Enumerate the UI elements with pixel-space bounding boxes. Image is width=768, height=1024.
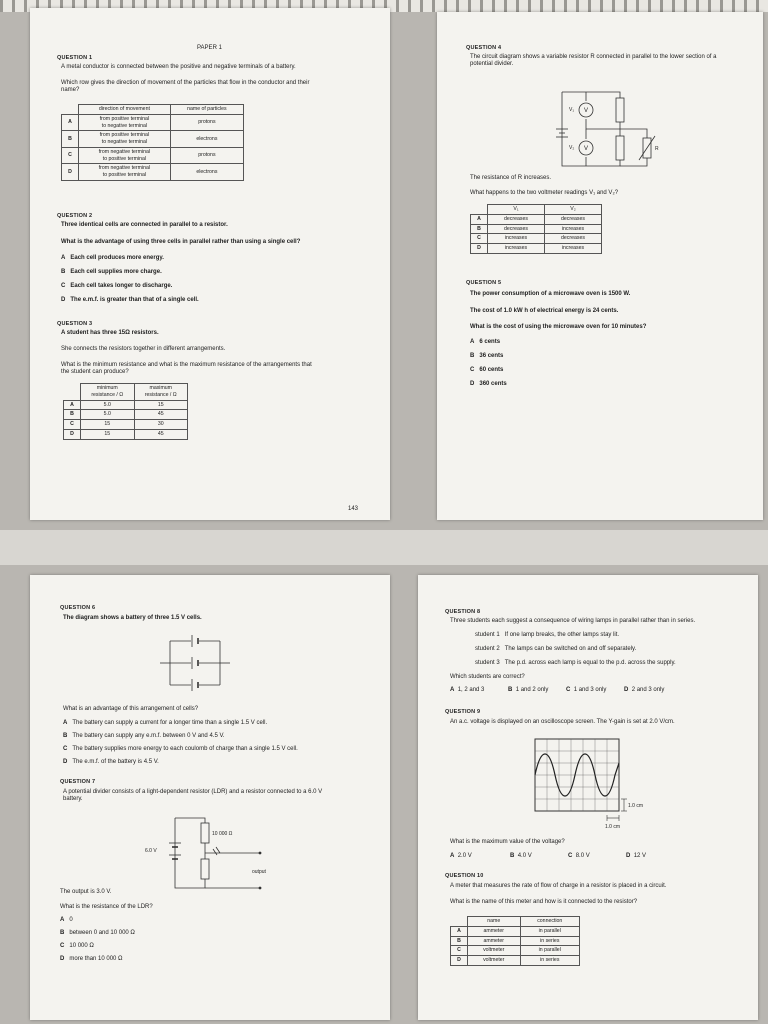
q7-option-c[interactable] <box>60 943 94 951</box>
q4-col-v1: V₁ <box>488 205 545 215</box>
q9-option-b[interactable] <box>510 853 532 861</box>
option-key: B <box>61 269 66 275</box>
option-text: 2.0 V <box>457 853 472 859</box>
option-key: A <box>61 255 66 261</box>
q5-option-b[interactable] <box>470 353 503 361</box>
cell-direction-cont: to negative terminal <box>101 122 148 129</box>
option-key: B <box>63 733 68 739</box>
q10-col-name: name <box>468 917 521 927</box>
option-key: D <box>61 297 66 303</box>
table-row <box>62 114 244 131</box>
q5-stem-2: The cost of 1.0 kW h of electrical energy is 24 cents. <box>470 308 619 314</box>
q4-table <box>470 204 602 254</box>
q7-option-a[interactable] <box>60 917 73 925</box>
option-text: The battery supplies more energy to each coulomb of charge than a single 1.5 V cell. <box>72 746 298 752</box>
page-1 <box>30 8 390 520</box>
q8-option-b[interactable] <box>508 687 548 695</box>
q9-option-d[interactable] <box>626 853 646 861</box>
table-row <box>451 926 580 936</box>
q3-col-max: maximum <box>149 385 172 391</box>
q6-heading: QUESTION 6 <box>60 605 96 611</box>
q8-heading: QUESTION 8 <box>445 609 481 615</box>
cell-direction: from negative terminal <box>98 165 151 172</box>
table-row <box>451 946 580 956</box>
option-key: C <box>60 943 65 949</box>
cell-particle: electrons <box>170 164 243 181</box>
option-text: 2 and 3 only <box>631 687 665 693</box>
table-header-row <box>64 384 188 401</box>
q4-question: What happens to the two voltmeter readings V₁ and V₂? <box>470 190 619 196</box>
row-key: D <box>451 956 468 966</box>
q6-option-a[interactable] <box>63 720 267 728</box>
q10-heading: QUESTION 10 <box>445 873 484 879</box>
table-header-row <box>62 105 244 115</box>
q1-heading: QUESTION 1 <box>57 55 93 61</box>
option-text: 360 cents <box>479 381 507 387</box>
option-text: Each cell supplies more charge. <box>70 269 162 275</box>
table-row <box>64 429 188 439</box>
row-key: D <box>62 164 79 181</box>
q2-stem: Three identical cells are connected in parallel to a resistor. <box>61 222 228 228</box>
q3-col-min-unit: resistance / Ω <box>91 391 124 398</box>
option-text: Each cell takes longer to discharge. <box>70 283 173 289</box>
option-key: C <box>61 283 66 289</box>
option-text: The battery can supply any e.m.f. between 0 V and 4.5 V. <box>72 733 225 739</box>
option-text: 8.0 V <box>575 853 590 859</box>
option-key: D <box>60 956 65 962</box>
q10-col-connection: connection <box>520 917 579 927</box>
option-text: 60 cents <box>479 367 504 373</box>
option-key: B <box>60 930 65 936</box>
table-row <box>64 400 188 410</box>
student-name: student 2 <box>475 646 500 652</box>
q4-heading: QUESTION 4 <box>466 45 502 51</box>
cell-min: 5.0 <box>81 400 135 410</box>
option-key: A <box>63 720 68 726</box>
q7-stem: A potential divider consists of a light-dependent resistor (LDR) and a resistor connected to a 6.0 V <box>63 789 323 795</box>
row-key: A <box>451 926 468 936</box>
table-header-row <box>471 205 602 215</box>
cell-particle: electrons <box>170 131 243 148</box>
option-text: 1 and 2 only <box>515 687 549 693</box>
q8-student-2 <box>475 646 636 654</box>
cell-connection: in parallel <box>520 926 579 936</box>
table-row <box>451 936 580 946</box>
option-text: The e.m.f. is greater than that of a single cell. <box>70 297 199 303</box>
q7-question: What is the resistance of the LDR? <box>60 904 153 910</box>
option-key: C <box>568 853 573 859</box>
q6-question: What is an advantage of this arrangement of cells? <box>63 706 199 712</box>
row-key: C <box>451 946 468 956</box>
option-text: The e.m.f. of the battery is 4.5 V. <box>72 759 159 765</box>
q4-stem: The circuit diagram shows a variable resistor R connected in parallel to the lower section of a <box>470 54 717 60</box>
cell-meter-name: voltmeter <box>468 946 521 956</box>
cell-v1: decreases <box>488 224 545 234</box>
option-text: 0 <box>69 917 73 923</box>
q3-col-max-unit: resistance / Ω <box>144 391 177 398</box>
cell-max: 45 <box>134 429 188 439</box>
page-4 <box>418 575 758 1020</box>
resistor-label: 10 000 Ω <box>212 831 233 837</box>
q8-student-1 <box>475 632 619 640</box>
row-key: C <box>62 147 79 164</box>
q4-statement: The resistance of R increases. <box>470 175 552 181</box>
cell-v1: increases <box>488 234 545 244</box>
option-text: 4.0 V <box>517 853 532 859</box>
row-key: A <box>64 400 81 410</box>
table-row <box>62 131 244 148</box>
q1-col-particles: name of particles <box>170 105 243 115</box>
cell-direction: from positive terminal <box>99 115 150 122</box>
cell-max: 15 <box>134 400 188 410</box>
option-text: 10 000 Ω <box>69 943 94 949</box>
q7-potential-divider-diagram <box>140 813 290 893</box>
row-key: B <box>64 410 81 420</box>
row-key: B <box>62 131 79 148</box>
q6-stem: The diagram shows a battery of three 1.5 V cells. <box>63 615 202 621</box>
q10-table <box>450 916 580 966</box>
q9-stem: An a.c. voltage is displayed on an oscilloscope screen. The Y-gain is set at 2.0 V/cm. <box>450 719 675 725</box>
cell-direction: from positive terminal <box>99 132 150 139</box>
cell-direction: from negative terminal <box>98 148 151 155</box>
cell-direction-cont: to positive terminal <box>102 155 147 162</box>
page-2 <box>437 12 763 520</box>
cell-particle: protons <box>170 147 243 164</box>
cell-meter-name: voltmeter <box>468 956 521 966</box>
table-row <box>64 410 188 420</box>
row-key: D <box>64 429 81 439</box>
q1-col-direction: direction of movement <box>79 105 171 115</box>
q5-option-d[interactable] <box>470 381 507 389</box>
cell-max: 45 <box>134 410 188 420</box>
r-label: R <box>655 146 659 152</box>
q9-heading: QUESTION 9 <box>445 709 481 715</box>
page-number: 143 <box>348 506 359 512</box>
option-text: 12 V <box>633 853 647 859</box>
q5-option-c[interactable] <box>470 367 503 375</box>
option-key: A <box>60 917 65 923</box>
q7-option-b[interactable] <box>60 930 135 938</box>
svg-text:V: V <box>583 108 589 114</box>
table-row <box>471 244 602 254</box>
q6-option-d[interactable] <box>63 759 159 767</box>
q7-heading: QUESTION 7 <box>60 779 96 785</box>
q9-question: What is the maximum value of the voltage? <box>450 839 565 845</box>
option-key: D <box>63 759 68 765</box>
q2-heading: QUESTION 2 <box>57 213 93 219</box>
option-key: D <box>470 381 475 387</box>
v2-label: V₂ <box>569 145 575 151</box>
q3-question: What is the minimum resistance and what is the maximum resistance of the arrangements that <box>61 362 312 368</box>
q8-student-3 <box>475 660 676 668</box>
q7-option-d[interactable] <box>60 956 123 964</box>
q4-circuit-diagram <box>542 84 672 174</box>
q5-stem: The power consumption of a microwave oven is 1500 W. <box>470 291 631 297</box>
cell-direction-cont: to positive terminal <box>102 172 147 178</box>
q1-question: Which row gives the direction of movement of the particles that flow in the conductor and their <box>61 80 310 86</box>
option-text: The battery can supply a current for a longer time than a single 1.5 V cell. <box>72 720 268 726</box>
cell-direction-cont: to negative terminal <box>101 139 148 145</box>
q7-stem-cont: battery. <box>63 796 83 802</box>
q5-heading: QUESTION 5 <box>466 280 502 286</box>
cell-v1: increases <box>488 244 545 254</box>
student-text: The p.d. across each lamp is equal to the p.d. across the supply. <box>504 660 676 666</box>
cell-v2: increases <box>545 244 602 254</box>
cell-meter-name: ammeter <box>468 936 521 946</box>
table-row <box>62 164 244 181</box>
table-row <box>62 147 244 164</box>
q2-option-b[interactable] <box>61 269 162 277</box>
q3-question-cont: the student can produce? <box>61 369 129 375</box>
paper-header: PAPER 1 <box>197 45 222 51</box>
cell-connection: in series <box>520 936 579 946</box>
q8-option-d[interactable] <box>624 687 664 695</box>
cell-min: 5.0 <box>81 410 135 420</box>
table-header-row <box>451 917 580 927</box>
q9-option-a[interactable] <box>450 853 472 861</box>
option-key: A <box>470 339 475 345</box>
q8-question: Which students are correct? <box>450 674 525 680</box>
table-row <box>471 214 602 224</box>
q9-oscilloscope-screen <box>535 739 655 829</box>
table-row <box>471 234 602 244</box>
q8-option-a[interactable] <box>450 687 484 695</box>
table-row <box>471 224 602 234</box>
q4-col-v2: V₂ <box>545 205 602 215</box>
option-key: B <box>510 853 515 859</box>
option-key: A <box>450 853 455 859</box>
svg-text:V: V <box>583 146 589 152</box>
q10-stem: A meter that measures the rate of flow of charge in a resistor is placed in a circuit. <box>450 883 667 889</box>
q6-option-b[interactable] <box>63 733 225 741</box>
q5-option-a[interactable] <box>470 339 500 347</box>
cell-v1: decreases <box>488 214 545 224</box>
option-text: Each cell produces more energy. <box>70 255 164 261</box>
q1-question-cont: name? <box>61 87 80 93</box>
cell-v2: increases <box>545 224 602 234</box>
cell-max: 30 <box>134 420 188 430</box>
option-key: B <box>470 353 475 359</box>
q2-option-c[interactable] <box>61 283 172 291</box>
row-key: B <box>471 224 488 234</box>
q3-stem-2: She connects the resistors together in different arrangements. <box>61 346 226 352</box>
option-key: D <box>624 687 629 693</box>
student-name: student 3 <box>475 660 500 666</box>
q3-table <box>63 383 188 440</box>
option-key: B <box>508 687 513 693</box>
student-name: student 1 <box>475 632 500 638</box>
output-label: output <box>252 869 266 875</box>
table-row <box>64 420 188 430</box>
student-text: The lamps can be switched on and off separately. <box>504 646 637 652</box>
cell-connection: in series <box>520 956 579 966</box>
v1-label: V₁ <box>569 107 575 113</box>
cell-v2: decreases <box>545 234 602 244</box>
cell-min: 15 <box>81 429 135 439</box>
option-text: between 0 and 10 000 Ω <box>69 930 135 936</box>
option-text: 1 and 3 only <box>573 687 607 693</box>
option-text: 1, 2 and 3 <box>457 687 485 693</box>
q4-stem-cont: potential divider. <box>470 61 514 67</box>
q8-stem: Three students each suggest a consequence of wiring lamps in parallel rather than in series. <box>450 618 696 624</box>
option-text: more than 10 000 Ω <box>69 956 123 962</box>
option-key: C <box>63 746 68 752</box>
cell-v2: decreases <box>545 214 602 224</box>
battery-label: 6.0 V <box>145 848 157 854</box>
q2-option-d[interactable] <box>61 297 199 305</box>
page-gap <box>0 530 768 565</box>
table-row <box>451 956 580 966</box>
q2-option-a[interactable] <box>61 255 164 263</box>
q3-heading: QUESTION 3 <box>57 321 93 327</box>
option-text: 6 cents <box>479 339 501 345</box>
cell-meter-name: ammeter <box>468 926 521 936</box>
q10-question: What is the name of this meter and how is it connected to the resistor? <box>450 899 638 905</box>
q3-stem: A student has three 15Ω resistors. <box>61 330 159 336</box>
horizontal-scale-label: 1.0 cm <box>605 824 621 830</box>
q1-stem: A metal conductor is connected between the positive and negative terminals of a battery. <box>61 64 296 70</box>
vertical-scale-label: 1.0 cm <box>628 803 644 809</box>
q7-output-statement: The output is 3.0 V. <box>60 889 112 895</box>
q5-question: What is the cost of using the microwave oven for 10 minutes? <box>470 324 647 330</box>
cell-connection: in parallel <box>520 946 579 956</box>
q9-option-c[interactable] <box>568 853 590 861</box>
option-text: 36 cents <box>479 353 504 359</box>
option-key: A <box>450 687 455 693</box>
row-key: D <box>471 244 488 254</box>
q6-battery-diagram <box>155 633 235 693</box>
cell-min: 15 <box>81 420 135 430</box>
row-key: C <box>471 234 488 244</box>
q8-option-c[interactable] <box>566 687 606 695</box>
page-3 <box>30 575 390 1020</box>
student-text: If one lamp breaks, the other lamps stay lit. <box>504 632 620 638</box>
row-key: A <box>471 214 488 224</box>
q6-option-c[interactable] <box>63 746 298 754</box>
option-key: D <box>626 853 631 859</box>
row-key: C <box>64 420 81 430</box>
row-key: A <box>62 114 79 131</box>
option-key: C <box>470 367 475 373</box>
q1-table <box>61 104 244 181</box>
cell-particle: protons <box>170 114 243 131</box>
row-key: B <box>451 936 468 946</box>
option-key: C <box>566 687 571 693</box>
q3-col-min: minimum <box>96 385 118 391</box>
q2-question: What is the advantage of using three cells in parallel rather than using a single cell? <box>61 239 301 245</box>
